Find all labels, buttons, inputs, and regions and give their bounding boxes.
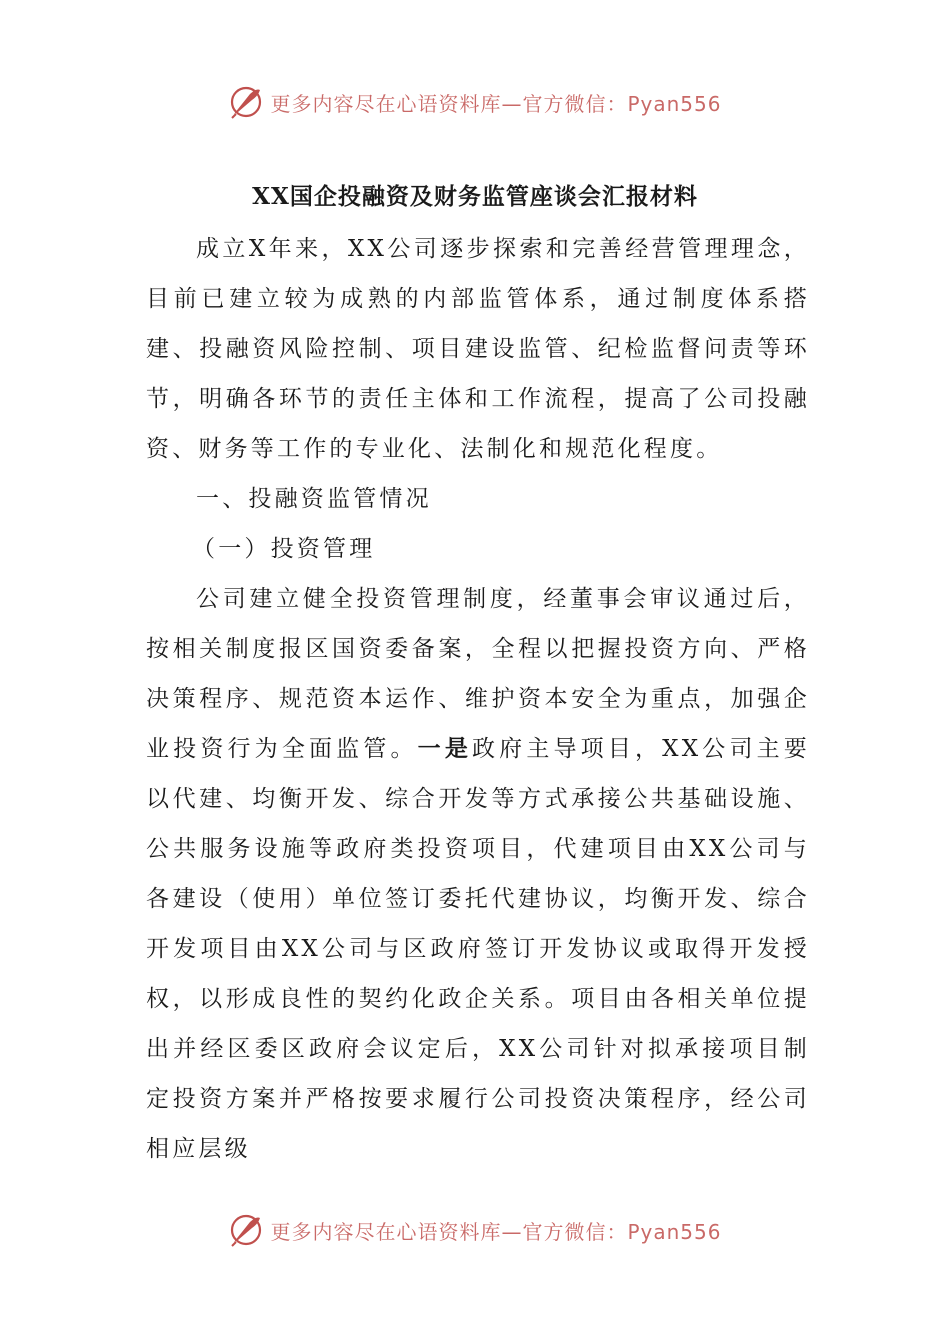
document-title: XX国企投融资及财务监管座谈会汇报材料 <box>252 183 698 210</box>
watermark-header <box>0 84 950 120</box>
intro-paragraph: 成立X年来，XX公司逐步探索和完善经营管理理念，目前已建立较为成熟的内部监管体系，通过制度体系搭建、投融资风险控制、项目建设监管、纪检监督问责等环节，明确各环节的责任主体和工作流程，提高了公司投融资、财务等工作的专业化、法制化和规范化程度。 <box>146 236 810 462</box>
watermark-text: 更多内容尽在心语资料库—官方微信：Pyan556 <box>270 1219 722 1244</box>
quill-pen-logo-icon <box>228 1212 264 1248</box>
document-body <box>146 224 810 1174</box>
investment-paragraph <box>146 574 810 1174</box>
watermark-text: 更多内容尽在心语资料库—官方微信：Pyan556 <box>270 91 722 116</box>
section-heading: 一、投融资监管情况 <box>196 486 432 512</box>
paragraph-text-continued: 政府主导项目，XX公司主要以代建、均衡开发、综合开发等方式承接公共基础设施、公共服务设施等政府类投资项目，代建项目由XX公司与各建设（使用）单位签订委托代建协议，均衡开发、综合开发项目由XX公司与区政府签订开发协议或取得开发授权，以形成良性的契约化政企关系。项目由各相关单位提出并经区委区政府会议定后，XX公司针对拟承接项目制定投资方案并严格按要求履行公司投资决策程序，经公司相应层级 <box>146 736 810 1162</box>
quill-pen-logo-icon <box>228 84 264 120</box>
watermark-footer <box>0 1212 950 1248</box>
paragraph-text: 公司建立健全投资管理制度，经董事会审议通过后，按相关制度报区国资委备案，全程以把握投资方向、严格决策程序、规范资本运作、维护资本安全为重点，加强企业投资行为全面监管。 <box>146 586 810 762</box>
subsection-heading: （一）投资管理 <box>192 536 376 562</box>
bold-marker: 一是 <box>417 735 473 762</box>
